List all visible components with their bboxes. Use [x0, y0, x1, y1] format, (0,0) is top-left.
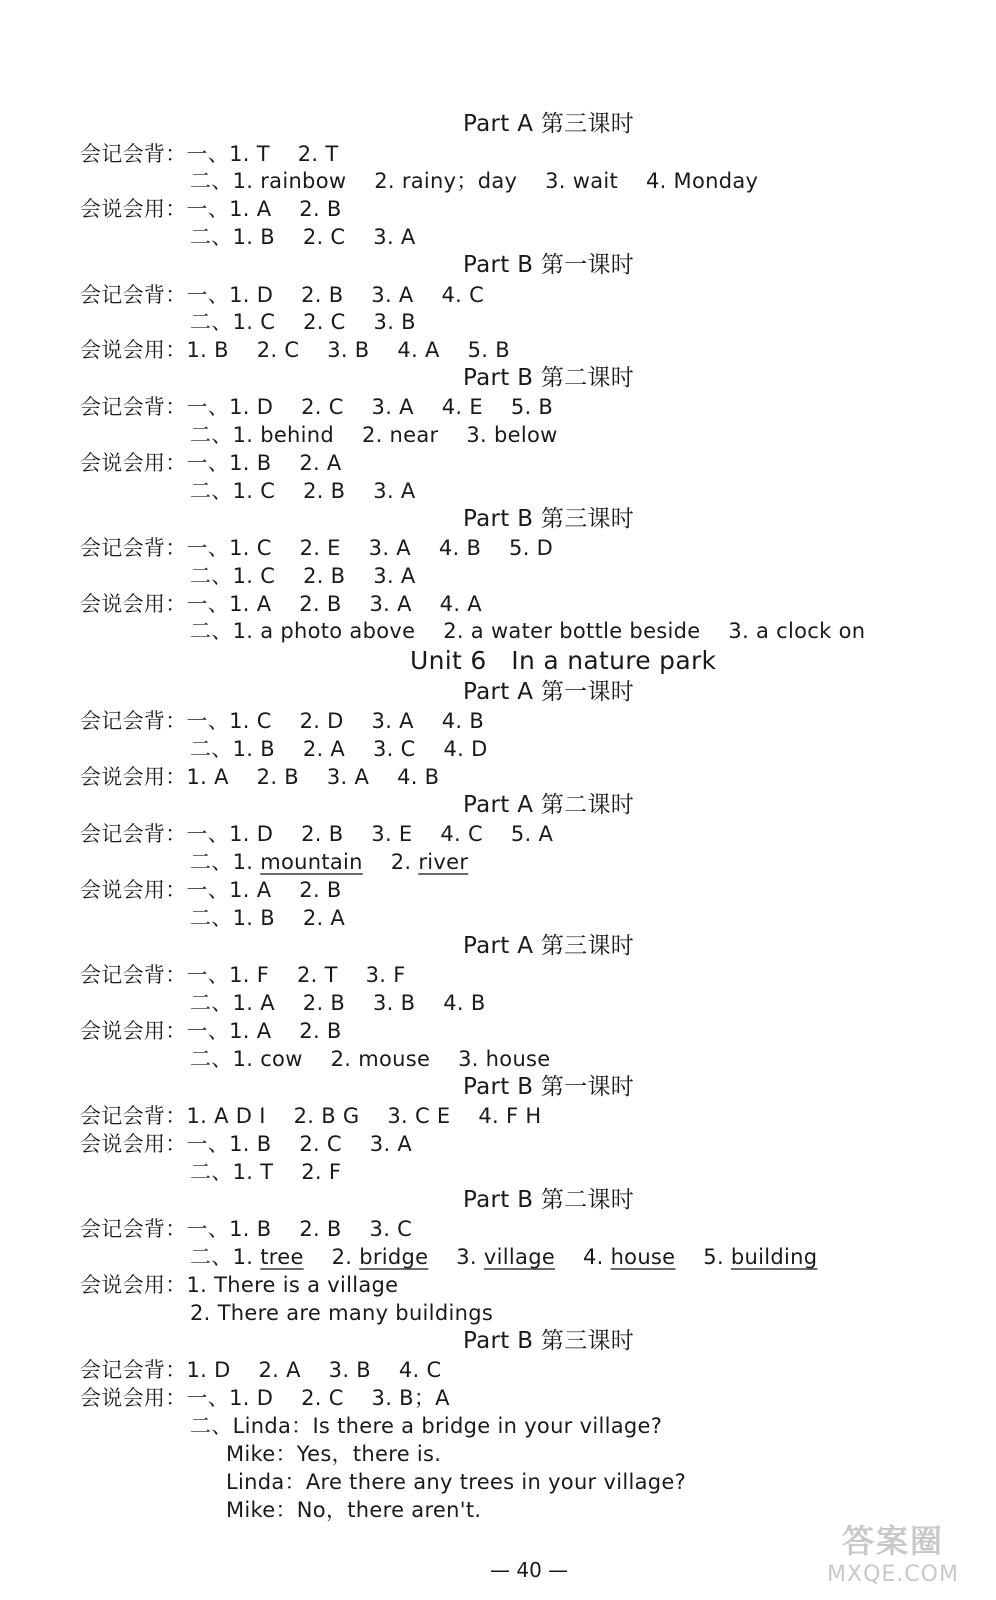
- answer-line: 二、1. B 2. A 3. C 4. D: [190, 737, 488, 761]
- section-heading: Part B 第三课时: [463, 1328, 635, 1354]
- answer-line: 2. There are many buildings: [190, 1301, 494, 1325]
- answer-line: 二、1. C 2. C 3. B: [190, 310, 416, 334]
- section-heading: Part A 第三课时: [463, 933, 635, 959]
- answer-line: 会说会用：一、1. B 2. A: [80, 451, 342, 475]
- watermark-logo: [808, 1516, 978, 1586]
- underlined-word: river: [418, 850, 469, 874]
- answer-line: 会说会用：一、1. A 2. B: [80, 197, 342, 221]
- answer-line: 会记会背：一、1. T 2. T: [80, 142, 339, 166]
- answer-line: 会记会背：一、1. B 2. B 3. C: [80, 1217, 413, 1241]
- section-heading: Part B 第三课时: [463, 506, 635, 532]
- answer-prefix: 二、1.: [190, 1245, 261, 1269]
- answer-prefix: 3.: [428, 1245, 484, 1269]
- answer-prefix: 2.: [362, 850, 419, 874]
- section-heading: Part B 第一课时: [463, 1074, 635, 1100]
- watermark-bottom: MXQE.COM: [827, 1562, 959, 1587]
- answer-line: Linda：Are there any trees in your village?: [226, 1470, 687, 1494]
- answer-line: 二、1. B 2. C 3. A: [190, 225, 416, 249]
- underlined-word: building: [730, 1245, 818, 1269]
- section-heading: Part B 第二课时: [463, 365, 635, 391]
- answer-line: 二、1. A 2. B 3. B 4. B: [190, 991, 486, 1015]
- answer-line: 会记会背：1. D 2. A 3. B 4. C: [80, 1358, 442, 1382]
- answer-line: 二、1. behind 2. near 3. below: [190, 423, 558, 447]
- answer-prefix: 二、1.: [190, 850, 261, 874]
- section-heading: Part A 第三课时: [463, 111, 635, 137]
- answer-line: 二、1. rainbow 2. rainy；day 3. wait 4. Monday: [190, 169, 759, 193]
- section-heading: Part B 第二课时: [463, 1187, 635, 1213]
- section-heading: Part B 第一课时: [463, 252, 635, 278]
- answer-line: 会说会用：1. There is a village: [80, 1273, 399, 1297]
- answer-line: 会说会用：一、1. A 2. B: [80, 878, 342, 902]
- page-number: — 40 —: [490, 1558, 569, 1582]
- answer-line: 会说会用：1. A 2. B 3. A 4. B: [80, 765, 440, 789]
- answer-line: [190, 1243, 817, 1271]
- answer-line: 二、1. B 2. A: [190, 906, 346, 930]
- answer-line: 二、1. C 2. B 3. A: [190, 479, 416, 503]
- answer-prefix: 2.: [303, 1245, 360, 1269]
- answer-line: Mike：Yes，there is.: [226, 1442, 442, 1466]
- answer-line: 会记会背：一、1. D 2. B 3. A 4. C: [80, 283, 485, 307]
- answer-line: 会记会背：一、1. D 2. B 3. E 4. C 5. A: [80, 822, 554, 846]
- answer-line: 会记会背：一、1. D 2. C 3. A 4. E 5. B: [80, 395, 554, 419]
- answer-line: 二、1. C 2. B 3. A: [190, 564, 416, 588]
- underlined-word: village: [483, 1245, 556, 1269]
- answer-prefix: 5.: [675, 1245, 731, 1269]
- answer-prefix: 4.: [555, 1245, 611, 1269]
- section-heading: Part A 第二课时: [463, 792, 635, 818]
- answer-line: 二、1. T 2. F: [190, 1160, 342, 1184]
- section-heading: Part A 第一课时: [463, 679, 635, 705]
- answer-line: 会说会用：一、1. A 2. B: [80, 1019, 342, 1043]
- answer-line: 会记会背：1. A D I 2. B G 3. C E 4. F H: [80, 1104, 542, 1128]
- answer-line: [190, 848, 468, 876]
- underlined-word: bridge: [359, 1245, 429, 1269]
- answer-line: 会说会用：一、1. D 2. C 3. B；A: [80, 1386, 450, 1410]
- answer-line: 会说会用：一、1. B 2. C 3. A: [80, 1132, 413, 1156]
- answer-line: 会记会背：一、1. F 2. T 3. F: [80, 963, 406, 987]
- answer-line: 二、Linda：Is there a bridge in your village?: [190, 1414, 663, 1438]
- answer-line: 会记会背：一、1. C 2. E 3. A 4. B 5. D: [80, 536, 554, 560]
- answer-line: 会记会背：一、1. C 2. D 3. A 4. B: [80, 709, 485, 733]
- underlined-word: house: [610, 1245, 676, 1269]
- answer-line: 会说会用：1. B 2. C 3. B 4. A 5. B: [80, 338, 510, 362]
- unit-title: Unit 6 In a nature park: [410, 646, 717, 675]
- watermark-top: 答案圈: [841, 1522, 944, 1560]
- answer-line: 二、1. cow 2. mouse 3. house: [190, 1047, 551, 1071]
- underlined-word: tree: [260, 1245, 304, 1269]
- underlined-word: mountain: [260, 850, 363, 874]
- answer-line: 会说会用：一、1. A 2. B 3. A 4. A: [80, 592, 482, 616]
- answer-line: Mike：No，there aren't.: [226, 1498, 482, 1522]
- answer-line: 二、1. a photo above 2. a water bottle beside 3. a clock on: [190, 619, 866, 643]
